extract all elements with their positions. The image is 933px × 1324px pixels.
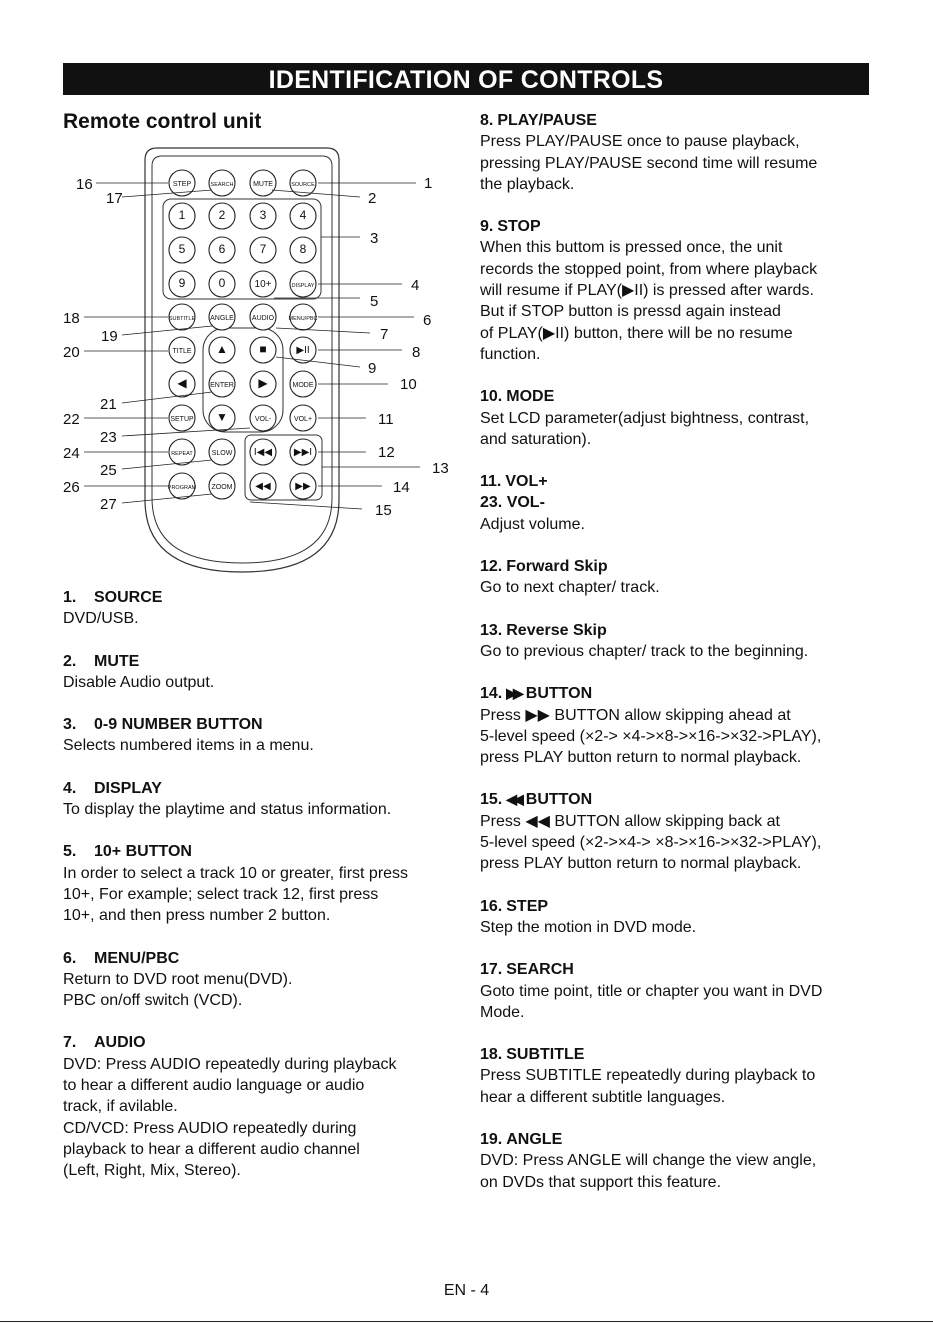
item-body-line: and saturation). [480,430,592,448]
item-title: 0-9 NUMBER BUTTON [94,716,263,734]
svg-text:21: 21 [100,396,117,413]
control-item-heading [63,587,463,608]
item-body-line: records the stopped point, from where playback [480,260,818,278]
item-body-line: DVD: Press ANGLE will change the view angle, [480,1152,817,1170]
item-body-line: Goto time point, title or chapter you want in DVD [480,982,823,1000]
svg-text:2: 2 [218,208,226,222]
item-number: 3. [63,716,77,734]
svg-text:0: 0 [218,276,226,290]
svg-text:PROGRAM: PROGRAM [167,485,197,491]
control-item-heading [480,110,880,131]
subtitle-button[interactable] [169,304,196,330]
control-item-heading [480,556,880,577]
callout-11 [318,411,394,428]
svg-text:MODE: MODE [292,382,314,389]
callout-6 [318,312,431,329]
svg-text:9: 9 [368,360,377,377]
item-body-line: track, if avilable. [63,1098,178,1116]
svg-text:12: 12 [378,444,395,461]
callout-19 [101,326,212,345]
item-title: BUTTON [525,791,593,809]
item-body-line: To display the playtime and status information. [63,801,392,819]
svg-text:14: 14 [393,479,410,496]
svg-text:6: 6 [423,312,432,329]
search-button[interactable] [209,170,235,196]
svg-text:27: 27 [100,496,117,513]
control-item [63,651,463,694]
display-button[interactable] [290,271,316,297]
svg-text:24: 24 [63,445,80,462]
callout-21 [100,392,212,413]
svg-text:VOL-: VOL- [254,416,272,423]
item-number: 19. [480,1130,503,1148]
svg-text:5: 5 [178,242,186,256]
item-body-line: the playback. [480,175,575,193]
svg-text:1: 1 [424,175,433,192]
number-8-button[interactable] [290,237,316,263]
svg-text:17: 17 [106,190,123,207]
left-button[interactable] [169,371,195,397]
svg-text:7: 7 [380,326,389,343]
rewind-icon: ◀◀ [506,791,520,808]
item-title: STOP [497,218,541,236]
svg-text:4: 4 [411,277,420,294]
item-title: Reverse Skip [506,621,607,639]
control-item [63,1032,463,1181]
svg-text:▼: ▼ [216,410,228,424]
item-title: BUTTON [525,685,593,703]
svg-text:▲: ▲ [216,342,228,356]
svg-text:4: 4 [299,208,307,222]
item-body-line: press PLAY button return to normal playback. [480,749,802,767]
svg-text:8: 8 [299,242,307,256]
left-column [63,587,463,1203]
item-title: MODE [506,388,555,406]
svg-text:ANGLE: ANGLE [210,315,234,322]
number-9-button[interactable] [169,271,195,297]
control-item [480,1044,880,1108]
fast-forward-icon: ▶▶ [506,685,520,702]
callout-5 [274,293,378,310]
item-body-line: Selects numbered items in a menu. [63,737,314,755]
svg-text:STEP: STEP [172,181,192,188]
page-number: EN - 4 [443,1282,490,1299]
item-title: SOURCE [94,589,163,606]
item-title: SUBTITLE [506,1046,585,1064]
svg-text:■: ■ [259,342,267,356]
svg-text:10: 10 [400,376,417,393]
svg-text:9: 9 [178,276,186,290]
item-title: DISPLAY [94,779,162,797]
bottom-rule [0,1321,933,1322]
control-item [63,948,463,1012]
item-title: AUDIO [94,1034,146,1052]
svg-text:19: 19 [101,328,118,345]
svg-text:16: 16 [76,176,93,193]
item-body-line: hear a different subtitle languages. [480,1088,726,1106]
control-item [480,471,880,535]
down-button[interactable] [209,405,235,431]
zoom-button[interactable] [209,473,235,499]
slow-button[interactable] [209,439,235,465]
item-body-line: 5-level speed (×2->×4-> ×8->×16->×32->PLAY), [480,834,822,852]
item-number: 5. [63,843,77,861]
control-item [63,587,463,630]
title-button[interactable] [169,337,195,363]
svg-text:10+: 10+ [254,279,272,290]
svg-text:8: 8 [412,344,421,361]
svg-text:11: 11 [378,411,394,428]
item-number: 4. [63,779,77,797]
svg-text:MENU/PBC: MENU/PBC [288,316,318,322]
number-6-button[interactable] [209,237,235,263]
number-3-button[interactable] [250,203,276,229]
item-body-line: CD/VCD: Press AUDIO repeatedly during [63,1119,357,1137]
item-body-line: Step the motion in DVD mode. [480,918,697,936]
svg-text:SLOW: SLOW [211,450,233,457]
item-body-line: 10+, and then press number 2 button. [63,907,331,925]
callout-4 [318,277,419,294]
item-title-secondary: 23. VOL- [480,494,545,512]
svg-text:▶▶I: ▶▶I [293,447,313,458]
control-item [480,216,880,365]
callout-12 [318,444,395,461]
svg-text:▶II: ▶II [296,345,310,356]
item-body-line: (Left, Right, Mix, Stereo). [63,1162,241,1180]
svg-text:18: 18 [63,310,80,327]
item-number: 8. [480,112,494,129]
svg-text:5: 5 [370,293,379,310]
svg-text:VOL+: VOL+ [293,416,313,423]
svg-text:15: 15 [375,502,392,519]
item-number: 18. [480,1046,503,1064]
item-number: 11. [480,473,502,491]
control-item-heading [480,1129,880,1150]
item-number: 17. [480,961,503,979]
item-body-line: 10+, For example; select track 12, first press [63,885,379,903]
section-heading: Remote control unit [63,110,262,133]
control-item-heading [63,841,463,862]
mute-button[interactable] [250,170,276,196]
svg-text:20: 20 [63,344,80,361]
svg-text:SEARCH: SEARCH [210,182,234,188]
control-item-heading [480,789,880,810]
item-title: PLAY/PAUSE [497,112,597,129]
svg-text:7: 7 [259,242,267,256]
item-body-line: But if STOP button is pressd again instead [480,303,781,321]
item-body-line: to hear a different audio language or audio [63,1077,365,1095]
callout-10 [318,376,417,393]
audio-button[interactable] [250,304,276,330]
item-title: Forward Skip [506,558,608,576]
control-item [480,556,880,599]
svg-text:◀◀: ◀◀ [255,481,271,492]
item-number: 13. [480,621,503,639]
svg-text:22: 22 [63,411,80,428]
callout-15 [250,502,392,519]
control-item [480,789,880,874]
item-number: 6. [63,949,77,967]
repeat-button[interactable] [169,439,195,465]
item-number: 9. [480,218,494,236]
item-number: 1. [63,589,77,606]
number-0-button[interactable] [209,271,235,297]
control-item [480,386,880,450]
item-body-line: Press PLAY/PAUSE once to pause playback, [480,133,800,151]
item-number: 2. [63,652,77,670]
up-button[interactable] [209,337,235,363]
control-item [480,1129,880,1193]
item-number: 10. [480,388,503,406]
control-item [480,683,880,768]
number-1-button[interactable] [169,203,195,229]
item-title: 10+ BUTTON [94,843,192,861]
item-number: 12. [480,558,503,576]
svg-text:I◀◀: I◀◀ [253,447,273,458]
item-body-line: Go to previous chapter/ track to the beginning. [480,642,809,660]
prev-skip-button[interactable] [250,439,276,465]
rewind-button[interactable] [250,473,276,499]
control-item [480,896,880,939]
right-button[interactable] [250,371,276,397]
item-body-line: on DVDs that support this feature. [480,1173,722,1191]
mode-button[interactable] [290,371,316,397]
control-item-heading [63,651,463,672]
control-item [63,778,463,821]
svg-text:SETUP: SETUP [170,416,194,423]
ten-plus-button[interactable] [250,271,276,297]
svg-text:3: 3 [370,230,379,247]
svg-text:ZOOM: ZOOM [211,484,233,491]
item-title: SEARCH [506,961,574,979]
svg-text:▶▶: ▶▶ [295,481,311,492]
control-item [480,620,880,663]
callout-27 [100,494,212,513]
item-body-line: function. [480,345,541,363]
svg-text:SOURCE: SOURCE [291,182,315,188]
item-body-line: DVD: Press AUDIO repeatedly during playback [63,1055,397,1073]
menu-pbc-button[interactable] [288,304,317,330]
svg-text:1: 1 [178,208,186,222]
item-body-line: PBC on/off switch (VCD). [63,992,243,1010]
item-title: STEP [506,897,549,915]
next-skip-button[interactable] [290,439,316,465]
item-title: ANGLE [506,1130,563,1148]
callout-8 [318,344,420,361]
item-body-line: press PLAY button return to normal playback. [480,855,802,873]
svg-text:REPEAT: REPEAT [171,451,193,457]
svg-text:▶: ▶ [258,376,268,390]
svg-text:MUTE: MUTE [253,181,273,188]
svg-text:ENTER: ENTER [210,382,234,389]
control-item-heading [480,896,880,917]
svg-text:SUBTITLE: SUBTITLE [168,316,196,322]
item-body-line: will resume if PLAY(▶II) is pressed after wards. [480,282,814,300]
control-item-heading [480,683,880,704]
vol-plus-button[interactable] [290,405,316,431]
number-2-button[interactable] [209,203,235,229]
item-body-line: Return to DVD root menu(DVD). [63,970,293,988]
control-item [63,714,463,757]
control-item [480,959,880,1023]
fast-forward-button[interactable] [290,473,316,499]
control-item-heading [63,948,463,969]
control-item-heading [480,620,880,641]
item-body-line: 5-level speed (×2-> ×4->×8->×16->×32->PLAY), [480,727,822,745]
item-body-line: pressing PLAY/PAUSE second time will resume [480,154,818,172]
page-banner: IDENTIFICATION OF CONTROLS [63,63,869,95]
svg-text:AUDIO: AUDIO [251,315,275,322]
control-item-heading [480,386,880,407]
item-body-line: Mode. [480,1003,525,1021]
item-number: 15. [480,791,503,809]
control-item-heading [480,471,880,492]
svg-text:23: 23 [100,429,117,446]
svg-text:13: 13 [432,460,449,477]
right-column [480,110,880,1214]
item-number: 14. [480,685,503,703]
svg-text:26: 26 [63,479,80,496]
control-item [480,110,880,195]
number-7-button[interactable] [250,237,276,263]
callout-3 [321,230,378,247]
item-body-line: playback to hear a different audio channel [63,1140,360,1158]
control-item-heading [480,959,880,980]
svg-text:6: 6 [218,242,226,256]
item-body-line: Disable Audio output. [63,673,215,691]
stop-button[interactable] [250,337,276,363]
number-4-button[interactable] [290,203,316,229]
svg-text:DISPLAY: DISPLAY [291,283,315,289]
item-number: 16. [480,897,503,915]
item-body-line: When this buttom is pressed once, the unit [480,239,783,257]
angle-button[interactable] [209,304,235,330]
item-body-line: Press ▶▶ BUTTON allow skipping ahead at [480,706,791,724]
callout-9 [276,357,376,377]
svg-text:25: 25 [100,462,117,479]
program-button[interactable] [168,473,197,499]
item-body-line: Adjust volume. [480,515,585,533]
control-item-heading [63,714,463,735]
enter-button[interactable] [209,371,235,397]
item-body-line: Set LCD parameter(adjust bightness, contrast, [480,409,810,427]
control-item-heading [480,216,880,237]
remote-control-diagram [0,130,470,580]
item-title: MENU/PBC [94,949,180,967]
control-item-heading [63,778,463,799]
item-body-line: DVD/USB. [63,610,139,628]
item-body-line: In order to select a track 10 or greater, first press [63,864,409,882]
item-title: VOL+ [505,473,548,491]
item-title: MUTE [94,652,140,670]
callout-13 [322,460,449,477]
item-number: 7. [63,1034,77,1052]
number-5-button[interactable] [169,237,195,263]
svg-text:TITLE: TITLE [172,348,192,355]
callout-25 [100,460,212,479]
svg-text:◀: ◀ [177,376,187,390]
control-item-heading [480,1044,880,1065]
svg-text:3: 3 [259,208,267,222]
control-item [63,841,463,926]
item-body-line: Press SUBTITLE repeatedly during playback to [480,1067,816,1085]
item-body-line: Press ◀◀ BUTTON allow skipping back at [480,812,780,830]
vol-minus-button[interactable] [250,405,276,431]
setup-button[interactable] [169,405,195,431]
svg-text:2: 2 [368,190,377,207]
control-item-heading [63,1032,463,1053]
item-body-line: Go to next chapter/ track. [480,579,660,597]
item-body-line: of PLAY(▶II) button, there will be no resume [480,324,793,342]
